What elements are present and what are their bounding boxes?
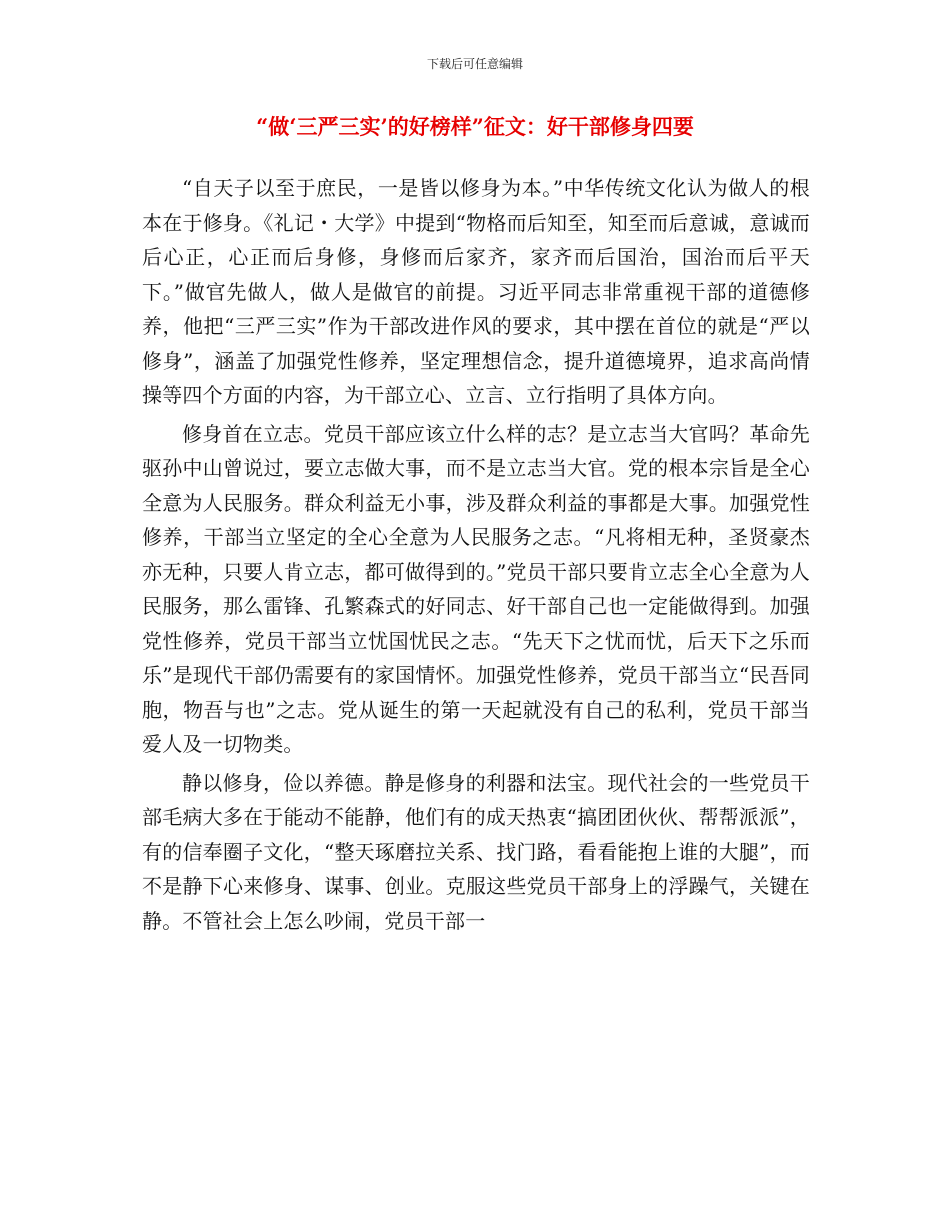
- paragraph: “自天子以至于庶民，一是皆以修身为本。”中华传统文化认为做人的根本在于修身。《礼记・大学》中提到“物格而后知至，知至而后意诚，意诚而后心正，心正而后身修，身修而后家齐，家齐而后国治，国治而后平天下。”做官先做人，做人是做官的前提。习近平同志非常重视干部的道德修养，他把“三严三实”作为干部改进作风的要求，其中摆在首位的就是“严以修身”，涵盖了加强党性修养，坚定理想信念，提升道德境界，追求高尚情操等四个方面的内容，为干部立心、立言、立行指明了具体方向。: [142, 176, 810, 407]
- document-body: [142, 171, 810, 942]
- header-note: 下载后可任意编辑: [426, 57, 523, 71]
- paragraph: 静以修身，俭以养德。静是修身的利器和法宝。现代社会的一些党员干部毛病大多在于能动不能静，他们有的成天热衷“搞团团伙伙、帮帮派派”，有的信奉圈子文化，“整天琢磨拉关系、找门路，看看能抱上谁的大腿”，而不是静下心来修身、谋事、创业。克服这些党员干部身上的浮躁气，关键在静。不管社会上怎么吵闹，党员干部一: [142, 770, 810, 933]
- document-title: “做‘三严三实’的好榜样”征文：好干部修身四要: [256, 114, 694, 139]
- paragraph: 修身首在立志。党员干部应该立什么样的志？是立志当大官吗？革命先驱孙中山曾说过，要立志做大事，而不是立志当大官。党的根本宗旨是全心全意为人民服务。群众利益无小事，涉及群众利益的事都是大事。加强党性修养，干部当立坚定的全心全意为人民服务之志。“凡将相无种，圣贤豪杰亦无种，只要人肯立志，都可做得到的。”党员干部只要肯立志全心全意为人民服务，那么雷锋、孔繁森式的好同志、好干部自己也一定能做得到。加强党性修养，党员干部当立忧国忧民之志。“先天下之忧而忧，后天下之乐而乐”是现代干部仍需要有的家国情怀。加强党性修养，党员干部当立“民吾同胞，物吾与也”之志。党从诞生的第一天起就没有自己的私利，党员干部当爱人及一切物类。: [142, 421, 810, 756]
